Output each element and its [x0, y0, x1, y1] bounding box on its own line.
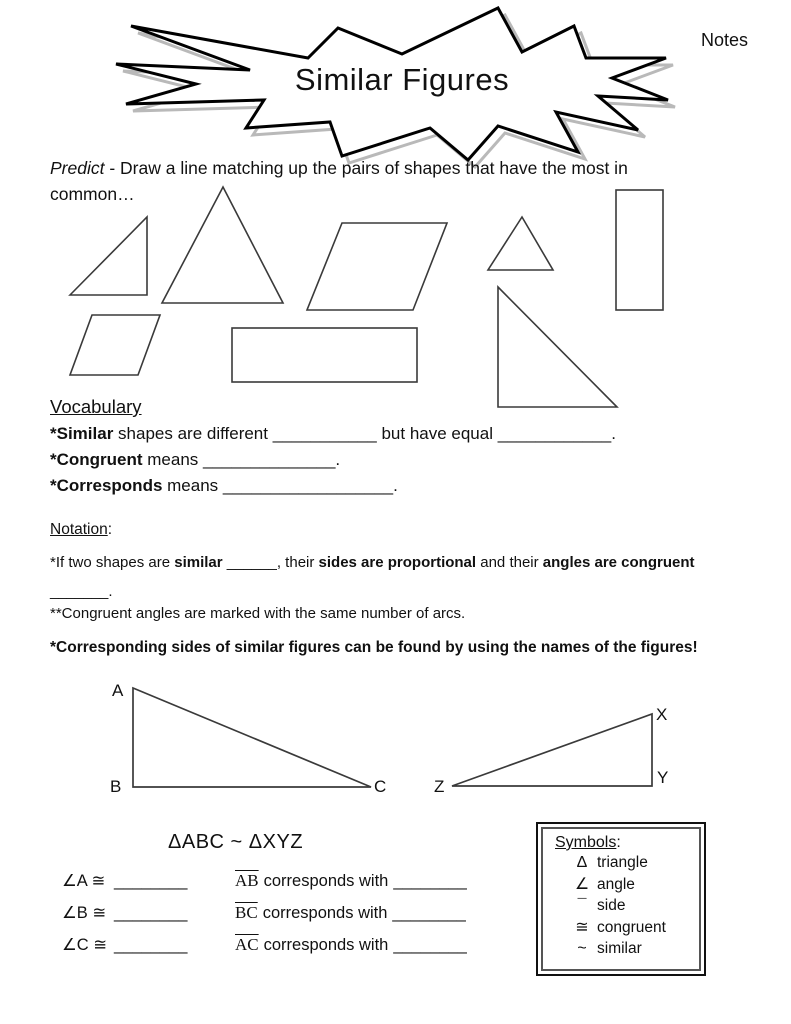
symbol-label: congruent: [597, 918, 666, 936]
shape-triangle-large: [162, 187, 283, 303]
notation-heading-word: Notation: [50, 521, 108, 538]
side-text: corresponds with: [263, 872, 389, 890]
angle-label: ∠B ≅: [62, 904, 107, 922]
bold-angles-congruent: angles are congruent: [542, 554, 695, 571]
symbols-heading: [555, 834, 699, 852]
segment-label: $\overline{BC}$: [235, 903, 258, 922]
notation-arcs-note: **Congruent angles are marked with the same number of arcs.: [50, 605, 466, 622]
shape-triangle-small: [488, 217, 553, 270]
side-row: [235, 903, 466, 923]
vertex-label-x: X: [656, 705, 668, 724]
vocab-text: .: [335, 450, 341, 469]
bold-sides-proportional: sides are proportional: [318, 554, 477, 571]
angle-row: [62, 935, 187, 955]
fill-blank: __________________: [222, 476, 394, 495]
predict-instructions: [50, 158, 628, 179]
notation-heading: [50, 521, 112, 539]
notation-rule-line: [50, 554, 765, 571]
fill-blank: ________: [114, 872, 188, 890]
fill-blank: ___________: [272, 424, 377, 443]
similar-symbol-icon: ~: [577, 940, 587, 957]
side-text: corresponds with: [263, 936, 389, 954]
fill-blank: ________: [114, 936, 188, 954]
shape-rectangle-tall: [616, 190, 663, 310]
symbols-box-inner: [541, 827, 701, 971]
notation-text: , their: [276, 554, 319, 571]
vocab-text: but have equal: [376, 424, 498, 443]
side-row: [235, 935, 467, 955]
fill-blank: ____________: [497, 424, 612, 443]
term-similar: *Similar: [50, 424, 114, 443]
fill-blank: ________: [114, 904, 188, 922]
term-congruent: *Congruent: [50, 450, 143, 469]
symbol-label: triangle: [597, 854, 648, 871]
bold-similar: similar: [174, 554, 223, 571]
notation-heading-colon: :: [107, 521, 113, 538]
similarity-statement: ΔABC ~ ΔXYZ: [168, 831, 304, 853]
symbol-item-angle: [555, 874, 699, 896]
vocab-corresponds-line: [50, 476, 398, 496]
symbol-item-triangle: [555, 852, 699, 874]
triangle-xyz-figure: [452, 714, 652, 786]
segment-label: $\overline{AB}$: [235, 871, 259, 890]
predict-text: - Draw a line matching up the pairs of shapes that have the most in: [104, 158, 628, 178]
vocab-text: shapes are different: [113, 424, 273, 443]
shape-parallelogram-large: [307, 223, 447, 310]
notation-text: .: [108, 583, 113, 600]
symbol-item-congruent: [555, 917, 699, 939]
symbol-label: angle: [597, 875, 635, 893]
fill-blank: _______: [50, 583, 109, 600]
page-title: Similar Figures: [294, 62, 510, 97]
predict-shapes: [70, 187, 663, 407]
vocab-text: means: [142, 450, 204, 469]
symbol-item-side: [555, 895, 699, 917]
vocab-text: .: [393, 476, 398, 495]
fill-blank: ______: [226, 554, 277, 571]
vocab-text: .: [611, 424, 616, 443]
symbols-box: [536, 822, 706, 976]
segment-label: $\overline{AC}$: [235, 935, 259, 954]
symbol-label: side: [597, 897, 626, 914]
vertex-label-y: Y: [657, 768, 669, 787]
vocabulary-heading: Vocabulary: [50, 396, 142, 417]
congruent-symbol-icon: ≅: [575, 918, 589, 936]
shape-rectangle-wide: [232, 328, 417, 382]
side-text: corresponds with: [262, 904, 388, 922]
angle-label: ∠C ≅: [62, 936, 108, 954]
angle-symbol-icon: ∠: [574, 875, 590, 893]
notation-text: *If two shapes are: [50, 554, 175, 571]
angle-row: [62, 903, 187, 923]
term-corresponds: *Corresponds: [50, 476, 163, 495]
fill-blank: ________: [393, 936, 467, 954]
predict-text-line2: common…: [50, 184, 135, 204]
notation-rule-continuation: [50, 583, 765, 600]
side-row: [235, 871, 467, 891]
vocab-text: means: [162, 476, 223, 495]
shape-right-triangle-large: [498, 287, 617, 407]
fill-blank: ________: [392, 904, 466, 922]
example-triangles: [133, 688, 652, 787]
vertex-label-c: C: [374, 777, 387, 796]
vertex-label-a: A: [112, 681, 124, 700]
triangle-symbol-icon: Δ: [576, 854, 588, 871]
vertex-label-z: Z: [434, 777, 445, 796]
notation-corresponding-note: *Corresponding sides of similar figures can be found by using the names of the figures!: [50, 639, 698, 656]
symbols-heading-word: Symbols: [555, 834, 617, 851]
notes-label: Notes: [701, 30, 749, 50]
fill-blank: ______________: [203, 450, 336, 469]
vocab-congruent-line: [50, 450, 340, 470]
side-symbol-icon: ¯: [577, 897, 587, 914]
shape-right-triangle-small: [70, 217, 147, 295]
symbol-label: similar: [597, 940, 642, 957]
shape-parallelogram-small: [70, 315, 160, 375]
vocab-similar-line: [50, 424, 616, 444]
symbol-item-similar: [555, 938, 699, 960]
notation-text: and their: [476, 554, 543, 571]
angle-row: [62, 871, 187, 891]
fill-blank: ________: [393, 872, 467, 890]
vertex-label-b: B: [110, 777, 122, 796]
angle-label: ∠A ≅: [62, 872, 106, 890]
triangle-abc-figure: [133, 688, 371, 787]
predict-lead: Predict: [50, 158, 105, 178]
symbols-heading-colon: :: [616, 834, 621, 851]
